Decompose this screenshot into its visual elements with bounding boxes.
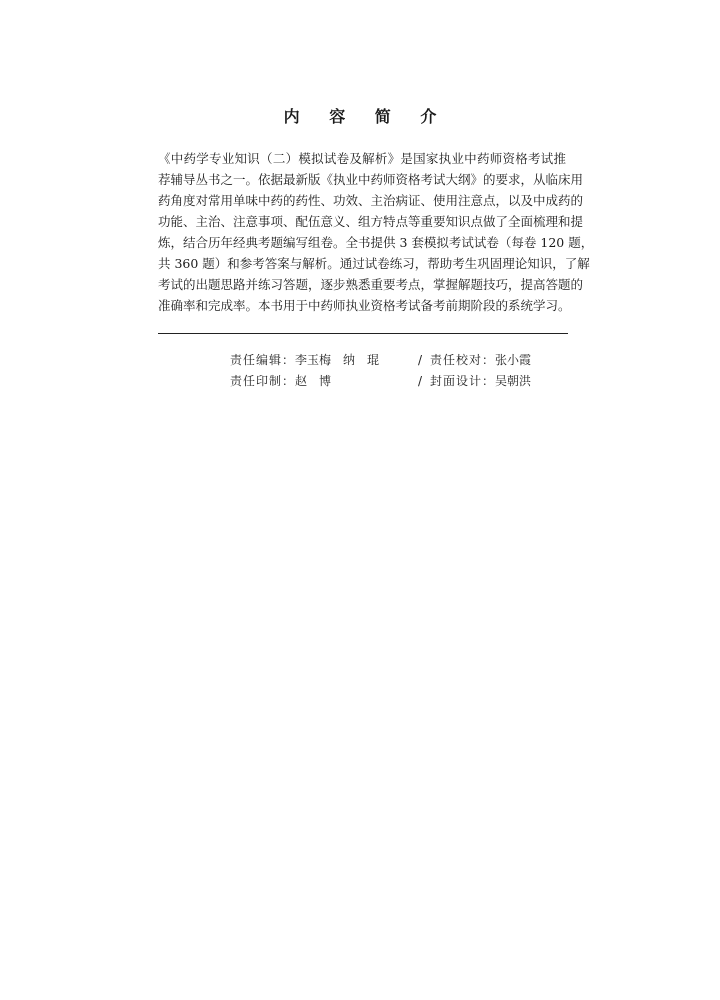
intro-line: 《中药学专业知识（二）模拟试卷及解析》是国家执业中药师资格考试推 [158, 151, 566, 166]
editor-label: 责任编辑： [230, 353, 296, 367]
intro-line: 荐辅导丛书之一。依据最新版《执业中药师资格考试大纲》的要求，从临床用 [158, 172, 584, 187]
editor-names: 李玉梅 纳 琨 [295, 353, 380, 367]
printing-credit [230, 371, 410, 392]
credit-row-printing [230, 371, 531, 392]
cover-name: 吴朝洪 [495, 374, 532, 388]
intro-line: 准确率和完成率。本书用于中药师执业资格考试备考前期阶段的系统学习。 [158, 298, 571, 313]
intro-paragraph [158, 148, 594, 316]
proofreader-credit [430, 350, 531, 371]
credits-block [230, 350, 531, 392]
proofreader-name: 张小霞 [495, 353, 532, 367]
printing-name: 赵 博 [295, 374, 332, 388]
intro-line: 功能、主治、注意事项、配伍意义、组方特点等重要知识点做了全面梳理和提 [158, 214, 584, 229]
proofreader-label: 责任校对： [430, 353, 496, 367]
credit-separator: / [417, 353, 423, 367]
credit-separator: / [417, 374, 423, 388]
divider-line [158, 333, 568, 334]
page-title: 内 容 简 介 [283, 107, 449, 126]
cover-credit [430, 371, 531, 392]
intro-line: 炼，结合历年经典考题编写组卷。全书提供 3 套模拟考试试卷（每卷 120 题， [158, 235, 594, 250]
editor-credit [230, 350, 410, 371]
intro-line: 考试的出题思路并练习答题，逐步熟悉重要考点，掌握解题技巧，提高答题的 [158, 277, 584, 292]
credit-row-editor [230, 350, 531, 371]
intro-line: 共 360 题）和参考答案与解析。通过试卷练习，帮助考生巩固理论知识，了解 [158, 256, 590, 271]
cover-label: 封面设计： [430, 374, 496, 388]
intro-line: 药角度对常用单味中药的药性、功效、主治病证、使用注意点，以及中成药的 [158, 193, 584, 208]
printing-label: 责任印制： [230, 374, 296, 388]
